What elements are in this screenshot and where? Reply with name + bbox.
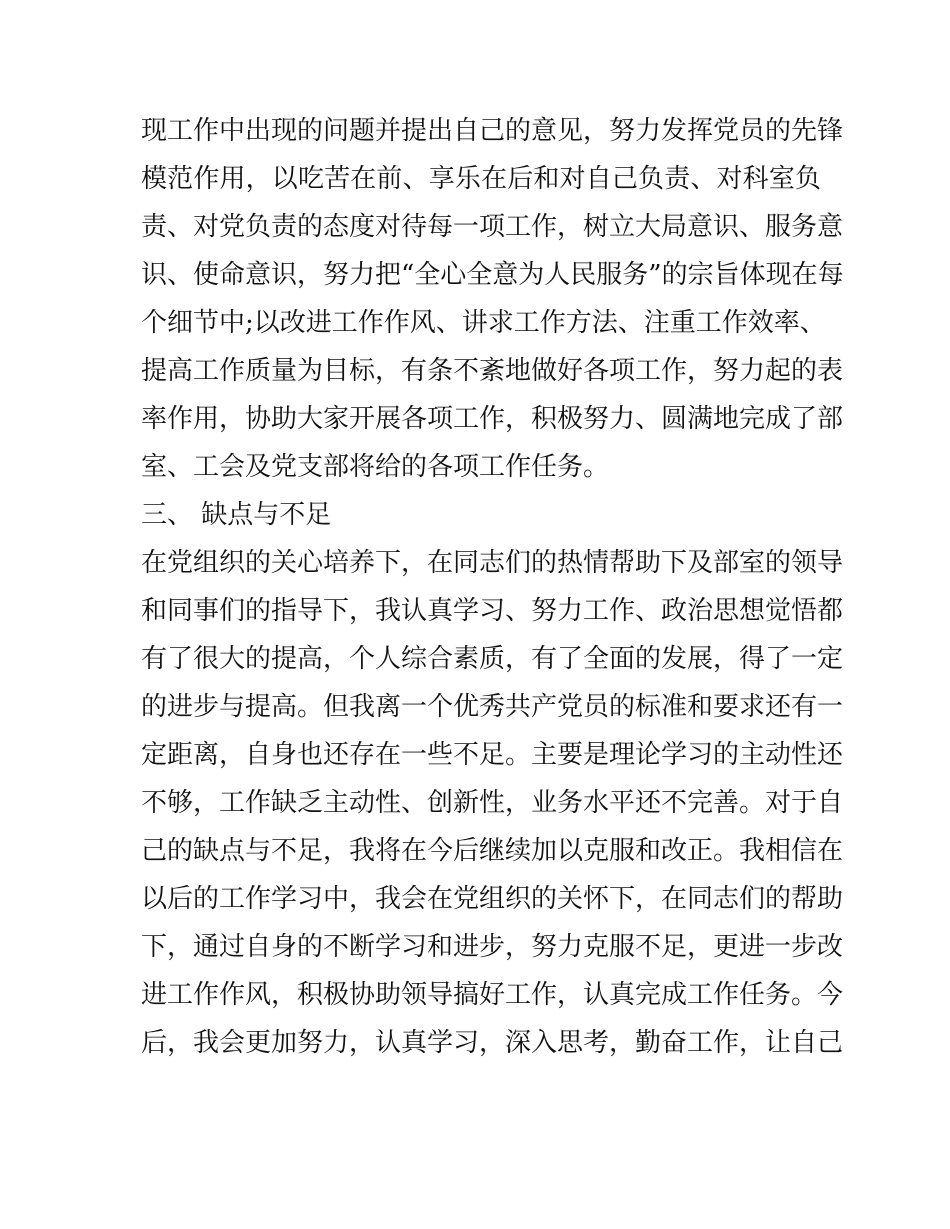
section-heading: 三、 缺点与不足 — [141, 500, 332, 530]
paragraph-line: 责、对党负责的态度对待每一项工作，树立大局意识、服务意 — [141, 212, 844, 242]
paragraph-line: 己的缺点与不足，我将在今后继续加以克服和改正。我相信在 — [141, 836, 844, 866]
section-one-continuation — [141, 107, 844, 491]
paragraph-line: 定距离，自身也还存在一些不足。主要是理论学习的主动性还 — [141, 740, 844, 770]
paragraph-line: 的进步与提高。但我离一个优秀共产党员的标准和要求还有一 — [141, 692, 844, 722]
paragraph-line: 进工作作风，积极协助领导搞好工作，认真完成工作任务。今 — [141, 980, 844, 1010]
paragraph-line: 提高工作质量为目标，有条不紊地做好各项工作，努力起的表 — [141, 356, 844, 386]
paragraph-last-line: 室、工会及党支部将给的各项工作任务。 — [141, 452, 610, 482]
paragraph-line: 下，通过自身的不断学习和进步，努力克服不足，更进一步改 — [141, 932, 844, 962]
paragraph-line: 有了很大的提高，个人综合素质，有了全面的发展，得了一定 — [141, 644, 844, 674]
section-three-body — [141, 539, 844, 1067]
paragraph-line: 模范作用，以吃苦在前、享乐在后和对自己负责、对科室负 — [141, 164, 821, 194]
document-body — [141, 107, 844, 1067]
paragraph-line: 率作用，协助大家开展各项工作，积极努力、圆满地完成了部 — [141, 404, 844, 434]
paragraph-line: 和同事们的指导下，我认真学习、努力工作、政治思想觉悟都 — [141, 596, 844, 626]
paragraph-line: 后，我会更加努力，认真学习，深入思考，勤奋工作，让自己 — [141, 1028, 844, 1058]
paragraph-line: 识、使命意识，努力把“全心全意为人民服务”的宗旨体现在每 — [141, 260, 844, 290]
paragraph-line: 在党组织的关心培养下，在同志们的热情帮助下及部室的领导 — [141, 548, 844, 578]
paragraph-line: 现工作中出现的问题并提出自己的意见，努力发挥党员的先锋 — [141, 116, 844, 146]
paragraph-line: 以后的工作学习中，我会在党组织的关怀下，在同志们的帮助 — [141, 884, 844, 914]
paragraph-line: 不够，工作缺乏主动性、创新性，业务水平还不完善。对于自 — [141, 788, 844, 818]
paragraph-line: 个细节中;以改进工作作风、讲求工作方法、注重工作效率、 — [141, 308, 826, 338]
